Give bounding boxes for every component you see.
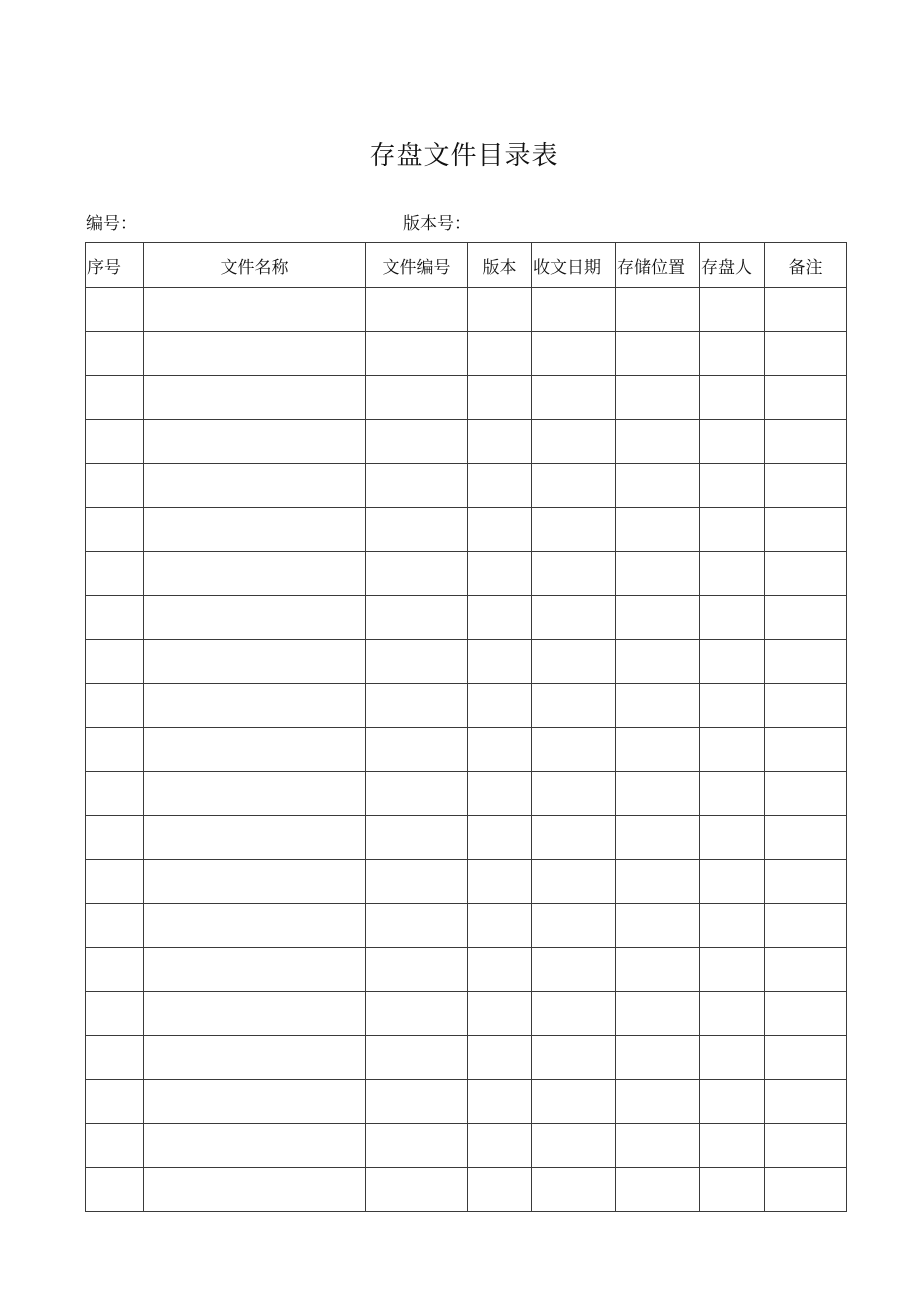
cell-received-date[interactable] — [532, 728, 616, 772]
cell-received-date[interactable] — [532, 420, 616, 464]
cell-version[interactable] — [468, 860, 532, 904]
cell-file-name[interactable] — [144, 288, 366, 332]
cell-remarks[interactable] — [765, 1124, 847, 1168]
cell-index[interactable] — [86, 860, 144, 904]
cell-remarks[interactable] — [765, 860, 847, 904]
cell-remarks[interactable] — [765, 816, 847, 860]
cell-file-number[interactable] — [366, 948, 468, 992]
cell-file-name[interactable] — [144, 992, 366, 1036]
cell-storage-location[interactable] — [616, 992, 700, 1036]
table-row — [86, 1036, 847, 1080]
cell-index[interactable] — [86, 948, 144, 992]
cell-index[interactable] — [86, 1080, 144, 1124]
cell-file-name[interactable] — [144, 332, 366, 376]
cell-saved-by[interactable] — [700, 332, 765, 376]
cell-file-name[interactable] — [144, 1036, 366, 1080]
cell-index[interactable] — [86, 376, 144, 420]
cell-index[interactable] — [86, 728, 144, 772]
table-body — [86, 288, 847, 1212]
cell-remarks[interactable] — [765, 992, 847, 1036]
cell-received-date[interactable] — [532, 1080, 616, 1124]
cell-saved-by[interactable] — [700, 728, 765, 772]
cell-file-number[interactable] — [366, 860, 468, 904]
cell-index[interactable] — [86, 772, 144, 816]
cell-index[interactable] — [86, 684, 144, 728]
cell-saved-by[interactable] — [700, 1080, 765, 1124]
cell-saved-by[interactable] — [700, 640, 765, 684]
cell-remarks[interactable] — [765, 948, 847, 992]
cell-remarks[interactable] — [765, 376, 847, 420]
cell-file-name[interactable] — [144, 1168, 366, 1212]
cell-received-date[interactable] — [532, 948, 616, 992]
cell-remarks[interactable] — [765, 684, 847, 728]
column-header-received-date: 收文日期 — [532, 243, 616, 288]
cell-remarks[interactable] — [765, 1168, 847, 1212]
cell-remarks[interactable] — [765, 904, 847, 948]
cell-storage-location[interactable] — [616, 728, 700, 772]
cell-file-number[interactable] — [366, 464, 468, 508]
cell-received-date[interactable] — [532, 1168, 616, 1212]
cell-received-date[interactable] — [532, 816, 616, 860]
cell-saved-by[interactable] — [700, 948, 765, 992]
cell-index[interactable] — [86, 332, 144, 376]
cell-storage-location[interactable] — [616, 596, 700, 640]
cell-remarks[interactable] — [765, 552, 847, 596]
cell-index[interactable] — [86, 464, 144, 508]
cell-storage-location[interactable] — [616, 1036, 700, 1080]
table-row — [86, 728, 847, 772]
cell-storage-location[interactable] — [616, 508, 700, 552]
cell-file-number[interactable] — [366, 728, 468, 772]
cell-received-date[interactable] — [532, 288, 616, 332]
cell-index[interactable] — [86, 552, 144, 596]
cell-storage-location[interactable] — [616, 332, 700, 376]
cell-saved-by[interactable] — [700, 596, 765, 640]
cell-storage-location[interactable] — [616, 1080, 700, 1124]
cell-index[interactable] — [86, 508, 144, 552]
table-row — [86, 1168, 847, 1212]
cell-saved-by[interactable] — [700, 772, 765, 816]
cell-saved-by[interactable] — [700, 552, 765, 596]
cell-version[interactable] — [468, 464, 532, 508]
cell-file-name[interactable] — [144, 552, 366, 596]
cell-index[interactable] — [86, 420, 144, 464]
table-row — [86, 332, 847, 376]
cell-file-name[interactable] — [144, 728, 366, 772]
cell-version[interactable] — [468, 1080, 532, 1124]
cell-file-name[interactable] — [144, 1124, 366, 1168]
cell-storage-location[interactable] — [616, 420, 700, 464]
cell-storage-location[interactable] — [616, 464, 700, 508]
cell-saved-by[interactable] — [700, 376, 765, 420]
cell-saved-by[interactable] — [700, 816, 765, 860]
cell-saved-by[interactable] — [700, 420, 765, 464]
cell-storage-location[interactable] — [616, 684, 700, 728]
cell-saved-by[interactable] — [700, 288, 765, 332]
cell-file-name[interactable] — [144, 596, 366, 640]
file-catalog-table — [85, 242, 847, 1212]
column-header-remarks: 备注 — [765, 243, 847, 288]
cell-saved-by[interactable] — [700, 904, 765, 948]
document-number-label: 编号： — [86, 214, 137, 234]
cell-file-number[interactable] — [366, 288, 468, 332]
cell-file-number[interactable] — [366, 552, 468, 596]
table-row — [86, 948, 847, 992]
cell-received-date[interactable] — [532, 332, 616, 376]
cell-file-name[interactable] — [144, 464, 366, 508]
cell-file-name[interactable] — [144, 376, 366, 420]
column-header-storage-location: 存储位置 — [616, 243, 700, 288]
cell-storage-location[interactable] — [616, 772, 700, 816]
cell-version[interactable] — [468, 1036, 532, 1080]
cell-received-date[interactable] — [532, 1036, 616, 1080]
cell-file-number[interactable] — [366, 816, 468, 860]
table-row — [86, 464, 847, 508]
cell-saved-by[interactable] — [700, 508, 765, 552]
cell-storage-location[interactable] — [616, 1124, 700, 1168]
cell-file-number[interactable] — [366, 508, 468, 552]
cell-file-name[interactable] — [144, 420, 366, 464]
cell-file-name[interactable] — [144, 816, 366, 860]
cell-index[interactable] — [86, 1036, 144, 1080]
cell-remarks[interactable] — [765, 1036, 847, 1080]
cell-file-name[interactable] — [144, 508, 366, 552]
cell-storage-location[interactable] — [616, 288, 700, 332]
page-title: 存盘文件目录表 — [369, 141, 559, 171]
table-row — [86, 508, 847, 552]
cell-storage-location[interactable] — [616, 860, 700, 904]
cell-file-number[interactable] — [366, 376, 468, 420]
cell-storage-location[interactable] — [616, 552, 700, 596]
cell-storage-location[interactable] — [616, 904, 700, 948]
table-row — [86, 640, 847, 684]
cell-saved-by[interactable] — [700, 1124, 765, 1168]
cell-remarks[interactable] — [765, 508, 847, 552]
table-row — [86, 596, 847, 640]
cell-received-date[interactable] — [532, 772, 616, 816]
table-row — [86, 1124, 847, 1168]
cell-index[interactable] — [86, 816, 144, 860]
cell-storage-location[interactable] — [616, 1168, 700, 1212]
table-row — [86, 684, 847, 728]
cell-remarks[interactable] — [765, 332, 847, 376]
cell-version[interactable] — [468, 992, 532, 1036]
cell-storage-location[interactable] — [616, 816, 700, 860]
cell-file-name[interactable] — [144, 684, 366, 728]
cell-version[interactable] — [468, 904, 532, 948]
table-header-row — [86, 243, 847, 288]
cell-saved-by[interactable] — [700, 992, 765, 1036]
cell-index[interactable] — [86, 992, 144, 1036]
cell-version[interactable] — [468, 640, 532, 684]
column-header-file-number: 文件编号 — [366, 243, 468, 288]
cell-version[interactable] — [468, 684, 532, 728]
cell-received-date[interactable] — [532, 684, 616, 728]
cell-version[interactable] — [468, 288, 532, 332]
cell-received-date[interactable] — [532, 992, 616, 1036]
cell-remarks[interactable] — [765, 420, 847, 464]
cell-file-number[interactable] — [366, 420, 468, 464]
cell-storage-location[interactable] — [616, 376, 700, 420]
cell-storage-location[interactable] — [616, 640, 700, 684]
cell-remarks[interactable] — [765, 288, 847, 332]
cell-saved-by[interactable] — [700, 1168, 765, 1212]
cell-file-name[interactable] — [144, 1080, 366, 1124]
cell-index[interactable] — [86, 1124, 144, 1168]
cell-saved-by[interactable] — [700, 860, 765, 904]
cell-saved-by[interactable] — [700, 464, 765, 508]
cell-file-number[interactable] — [366, 1080, 468, 1124]
cell-index[interactable] — [86, 1168, 144, 1212]
cell-file-name[interactable] — [144, 948, 366, 992]
table-row — [86, 772, 847, 816]
cell-version[interactable] — [468, 552, 532, 596]
cell-received-date[interactable] — [532, 1124, 616, 1168]
cell-received-date[interactable] — [532, 596, 616, 640]
cell-file-name[interactable] — [144, 640, 366, 684]
cell-version[interactable] — [468, 1168, 532, 1212]
cell-version[interactable] — [468, 332, 532, 376]
cell-file-name[interactable] — [144, 904, 366, 948]
column-header-index: 序号 — [86, 243, 144, 288]
cell-file-number[interactable] — [366, 904, 468, 948]
table-row — [86, 816, 847, 860]
cell-file-number[interactable] — [366, 596, 468, 640]
cell-saved-by[interactable] — [700, 684, 765, 728]
version-number-label: 版本号： — [403, 214, 471, 234]
cell-storage-location[interactable] — [616, 948, 700, 992]
column-header-file-name: 文件名称 — [144, 243, 366, 288]
cell-version[interactable] — [468, 816, 532, 860]
table-row — [86, 1080, 847, 1124]
cell-remarks[interactable] — [765, 728, 847, 772]
cell-received-date[interactable] — [532, 904, 616, 948]
table-row — [86, 420, 847, 464]
cell-file-number[interactable] — [366, 1124, 468, 1168]
cell-received-date[interactable] — [532, 552, 616, 596]
table-row — [86, 552, 847, 596]
cell-index[interactable] — [86, 904, 144, 948]
cell-file-name[interactable] — [144, 772, 366, 816]
cell-remarks[interactable] — [765, 1080, 847, 1124]
cell-saved-by[interactable] — [700, 1036, 765, 1080]
cell-index[interactable] — [86, 596, 144, 640]
table-row — [86, 904, 847, 948]
cell-received-date[interactable] — [532, 640, 616, 684]
cell-remarks[interactable] — [765, 464, 847, 508]
column-header-version: 版本 — [468, 243, 532, 288]
cell-version[interactable] — [468, 948, 532, 992]
cell-version[interactable] — [468, 376, 532, 420]
cell-remarks[interactable] — [765, 596, 847, 640]
cell-file-name[interactable] — [144, 860, 366, 904]
cell-remarks[interactable] — [765, 640, 847, 684]
cell-file-number[interactable] — [366, 640, 468, 684]
cell-file-number[interactable] — [366, 772, 468, 816]
cell-received-date[interactable] — [532, 860, 616, 904]
column-header-saved-by: 存盘人 — [700, 243, 765, 288]
cell-version[interactable] — [468, 508, 532, 552]
cell-file-number[interactable] — [366, 992, 468, 1036]
table-row — [86, 992, 847, 1036]
cell-file-number[interactable] — [366, 1036, 468, 1080]
cell-remarks[interactable] — [765, 772, 847, 816]
cell-file-number[interactable] — [366, 684, 468, 728]
table-row — [86, 376, 847, 420]
table-row — [86, 860, 847, 904]
table-row — [86, 288, 847, 332]
cell-received-date[interactable] — [532, 508, 616, 552]
cell-index[interactable] — [86, 288, 144, 332]
cell-file-number[interactable] — [366, 332, 468, 376]
cell-received-date[interactable] — [532, 376, 616, 420]
cell-version[interactable] — [468, 1124, 532, 1168]
cell-index[interactable] — [86, 640, 144, 684]
cell-version[interactable] — [468, 728, 532, 772]
cell-version[interactable] — [468, 596, 532, 640]
cell-received-date[interactable] — [532, 464, 616, 508]
cell-version[interactable] — [468, 772, 532, 816]
cell-version[interactable] — [468, 420, 532, 464]
cell-file-number[interactable] — [366, 1168, 468, 1212]
